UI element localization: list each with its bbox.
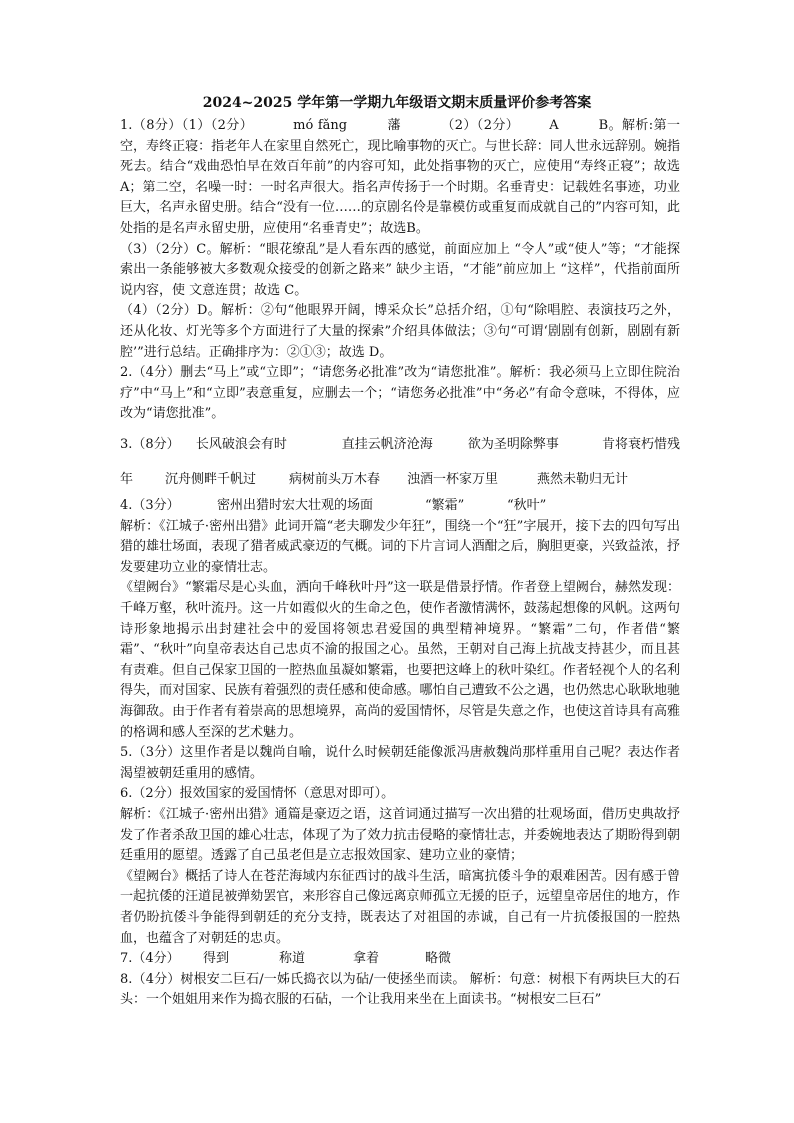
q1-answer	[120, 116, 680, 240]
q3-line: 病树前头万木春	[289, 471, 381, 487]
q3-line: 欲为圣明除弊事	[467, 436, 559, 452]
q1-head: 1.（8分）（1）（2分）	[120, 118, 254, 133]
q1-ans-b: B。解析:第一空，寿终	[120, 118, 680, 154]
q7-ans: 略微	[425, 951, 452, 967]
q3-row-1	[120, 435, 680, 456]
q6-head: 6.（2分）报效国家的爱国情怀（意思对即可）。	[120, 786, 395, 802]
q7-ans: 称道	[279, 951, 306, 967]
q3-row-2	[120, 470, 680, 491]
page-title: 2024~2025 学年第一学期九年级语文期末质量评价参考答案	[202, 95, 592, 111]
q3-head: 3.（8分）	[120, 436, 180, 452]
q3-line: 长风破浪会有时	[195, 436, 287, 452]
q4-head: 4.（3分）	[120, 498, 180, 514]
q6-analysis-1: 解析：《江城子·密州出猎》通篇是豪迈之语，这首词通过描写一次出猎的壮观场面，借历史典故抒发了作者杀敌卫国的雄心壮志，体现了为了效力抗击侵略的豪情壮志，并委婉地表达了期盼得到朝廷重用的愿望。透露了自己虽老但是立志报效国家、建功立业的豪情；	[120, 807, 680, 864]
q3-line: 沉舟侧畔千帆过	[165, 471, 257, 487]
q4-ans: “秋叶”	[507, 498, 547, 514]
answer-content	[120, 116, 680, 1011]
q1-part3: （3）（2分）C。解析：“眼花缭乱”是人看东西的感觉，前面应加上 “令人”或“使人”等；“才能探索出一条能够被大多数观众接受的创新之路来” 缺少主语，“才能”前应加上 “这样”，代指前面所说内容，使 文意连贯；故选 C。	[120, 241, 680, 298]
q6-analysis-2: 《望阙台》概括了诗人在苍茫海域内东征西讨的战斗生活，暗寓抗倭斗争的艰难困苦。因有感于曾一起抗倭的汪道昆被弹劾罢官，来形容自己像远离京师孤立无援的臣子，远望皇帝居住的地方，作者仍盼抗倭斗争能得到朝廷的充分支持，既表达了对祖国的赤诚，自己有一片抗倭报国的一腔热血，也蕴含了对朝廷的忠贞。	[120, 868, 680, 946]
q4-analysis-2: 《望阙台》“繁霜尽是心头血，洒向千峰秋叶丹”这一联是借景抒情。作者登上望阙台，赫然发现：千峰万壑，秋叶流丹。这一片如霞似火的生命之色，使作者激情满怀，鼓荡起想像的风帆。这两句诗形象地揭示出封建社会中的爱国将领忠君爱国的典型精神境界。“繁霜”二句，作者借“繁霜”、“秋叶”向皇帝表达自己忠贞不渝的报国之心。虽然，王朝对自己海上抗战支持甚少，而且甚有责难。但自己保家卫国的一腔热血虽凝如繁霜，也要把这峰上的秋叶染红。作者轻视个人的名利得失，而对国家、民族有着强烈的责任感和使命感。哪怕自己遭致不公之遇，也仍然忠心耿耿地驰海御敌。由于作者有着崇高的思想境界，高尚的爱国情怀，尽管是失意之作，也使这首诗具有高雅的格调和感人至深的艺术魅力。	[120, 580, 680, 740]
q4-ans: “繁霜”	[425, 498, 465, 514]
q2-answer: 2.（4分）删去“马上”或“立即”；“请您务必批准”改为“请您批准”。解析：我必须马上立即住院治疗”中“马上”和“立即”表意重复，应删去一个；“请您务必批准”中“务必”有命令意味，不得体，应改为“请您批准”。	[120, 365, 680, 422]
q1-pinyin: mó fǎng	[293, 118, 348, 133]
q3-line: 直挂云帆济沧海	[341, 436, 433, 452]
q1-char: 藩	[387, 118, 401, 133]
q3-line: 年	[120, 471, 134, 487]
q3-line: 浊酒一杯家万里	[407, 471, 499, 487]
q3-line: 肯将衰朽惜残	[601, 436, 680, 452]
q7-head: 7.（4分）	[120, 951, 180, 967]
q5-answer: 5.（3分）这里作者是以魏尚自喻，说什么时候朝廷能像派冯唐赦魏尚那样重用自己呢？表达作者渴望被朝廷重用的感情。	[120, 745, 680, 781]
q4-answer-line	[120, 496, 680, 517]
q4-ans: 密州出猎时宏大壮观的场面	[217, 498, 374, 514]
q8-answer: 8.（4分）树根安二巨石/一姊氏捣衣以为砧/一使拯坐而读。 解析：句意：树根下有两块巨大的石头：一个姐姐用来作为捣衣服的石砧，一个让我用来坐在上面读书。“树根安二巨石”	[120, 971, 680, 1008]
q4-analysis-1: 解析：《江城子·密州出猎》此词开篇“老夫聊发少年狂”，围绕一个“狂”字展开，接下去的四句写出猎的雄壮场面，表现了猎者威武豪迈的气概。词的下片言词人酒酣之后，胸胆更豪，兴致益浓，抒发要建功立业的豪情壮志。	[120, 518, 680, 575]
q7-ans: 得到	[203, 951, 230, 967]
q1-explanation: 正寝：指老年人在家里自然死亡，现比喻事物的灭亡。与世长辞：同人世永远辞别。婉指死去。结合“戏曲恐怕早在效百年前”的内容可知，此处指事物的灭亡，应使用“寿终正寝”；故选A；第二空，名噪一时：一时名声很大。指名声传扬于一个时期。名垂青史：记载姓名事迹，功业巨大，名声永留史册。结合“没有一位……的京剧名伶是靠模仿或重复而成就自己的”内容可知，此处指的是名声永留史册，应使用“名垂青史”；故选B。	[120, 138, 680, 236]
q3-line: 燕然未勒归无计	[537, 471, 629, 487]
q1-ans-a: A	[549, 118, 559, 133]
q7-ans: 拿着	[353, 951, 380, 967]
q1-part4: （4）（2分）D。解析：②句“他眼界开阔，博采众长”总括介绍，①句“除唱腔、表演技巧之外，还从化妆、灯光等多个方面进行了大量的探索”介绍具体做法；③句“可谓‘剧剧有创新，剧剧有新腔’”进行总结。正确排序为：②①③；故选 D。	[120, 303, 680, 360]
q7-answer	[120, 949, 680, 970]
q1-sub2: （2）（2分）	[440, 118, 520, 133]
